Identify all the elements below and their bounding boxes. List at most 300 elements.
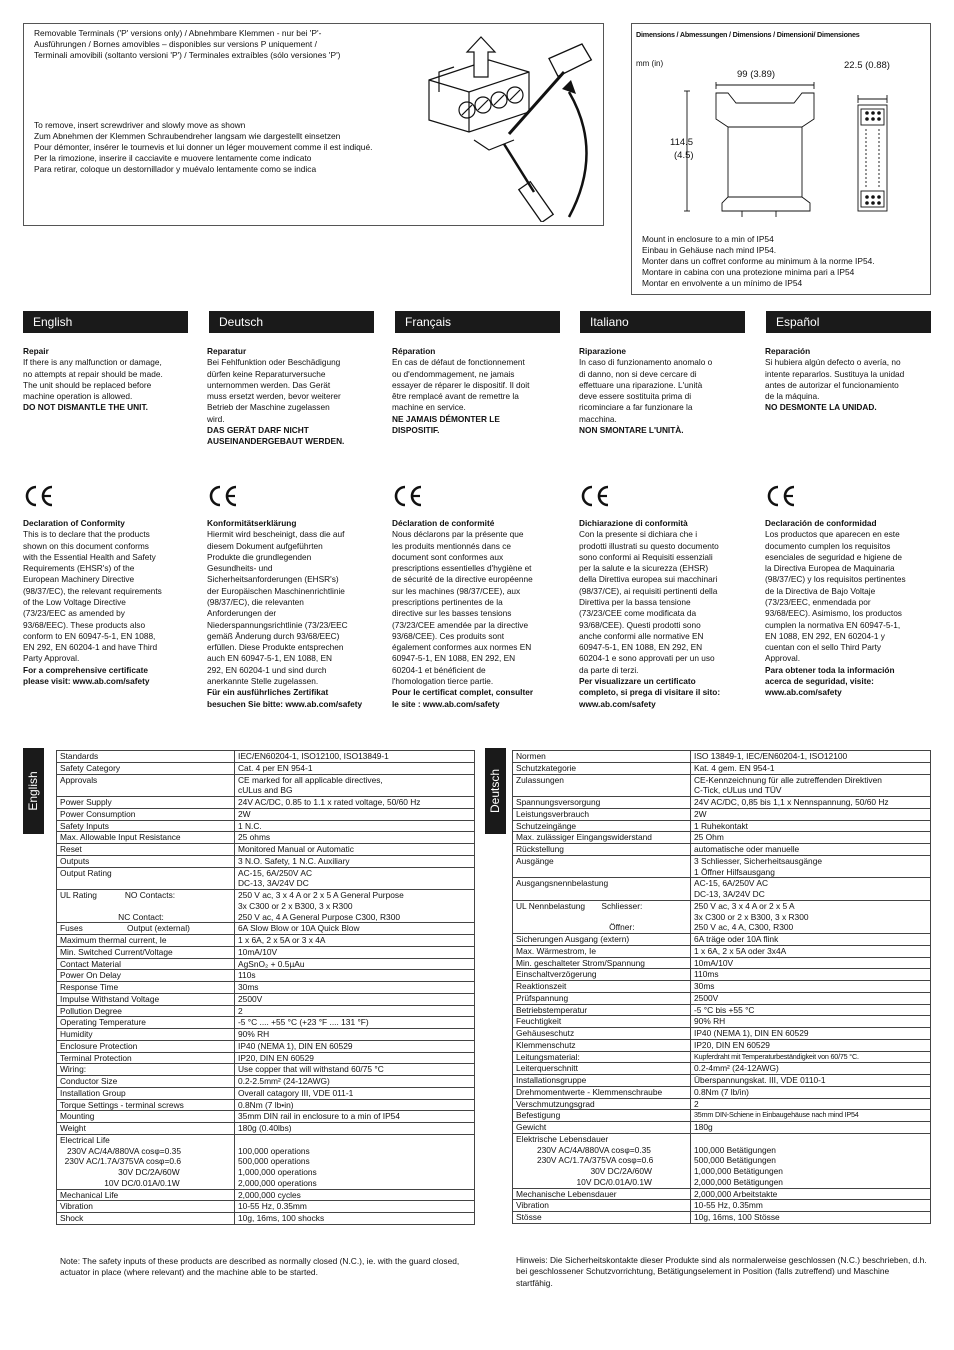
repair-line: unternommen werden. Das Gerät xyxy=(207,379,331,390)
unit-label: mm (in) xyxy=(636,59,664,68)
spec-row xyxy=(57,993,475,1005)
spec-row xyxy=(57,867,475,890)
spec-value-line: AC-15, 6A/250V AC xyxy=(238,867,313,878)
spec-label xyxy=(513,992,691,1004)
repair-line: effettuare una riparazione. L'unità xyxy=(579,379,703,390)
spec-value-line: 100,000 Betätigungen xyxy=(694,1144,776,1155)
spec-row xyxy=(513,751,931,763)
declaration-line: 60204-1 e sono approvati per un uso xyxy=(579,653,715,664)
certificate-link: besuchen Sie bitte: www.ab.com/safety xyxy=(207,698,363,709)
spec-row xyxy=(513,832,931,844)
declaration-line: auch EN 60947-5-1, EN 1088, EN xyxy=(207,653,332,664)
spec-value xyxy=(235,1029,475,1041)
spec-value-line: ISO 13849-1, IEC/EN60204-1, ISO12100 xyxy=(694,751,848,761)
spec-label xyxy=(57,1213,235,1225)
spec-row xyxy=(513,844,931,856)
spec-value xyxy=(235,820,475,832)
spec-value-line: IEC/EN60204-1, ISO12100, ISO13849-1 xyxy=(238,751,389,761)
spec-label xyxy=(57,1076,235,1088)
spec-value xyxy=(691,1086,931,1098)
spec-row xyxy=(57,1201,475,1213)
spec-label xyxy=(57,762,235,774)
dimensions-title: Dimensions / Abmessungen / Dimensions / Dimensioni/ Dimensiones xyxy=(636,30,860,39)
repair-section xyxy=(392,346,560,436)
spec-row xyxy=(57,808,475,820)
spec-label-line: Zulassungen xyxy=(516,774,564,785)
spec-value-line: 0.8Nm (7 lb•in) xyxy=(238,1099,294,1110)
spec-value-line: 1 Ruhekontakt xyxy=(694,820,749,831)
spec-label xyxy=(513,808,691,820)
spec-value xyxy=(691,774,931,797)
spec-row xyxy=(57,890,475,923)
declaration-line: cumplen la normativa EN 60947-5-1, xyxy=(765,619,901,630)
removal-intro xyxy=(34,28,414,61)
spec-value-line: cULus and BG xyxy=(238,785,293,796)
repair-line: ou d'endommagement, ne jamais xyxy=(392,368,515,379)
spec-row xyxy=(57,762,475,774)
spec-label-line: 30V DC/2A/60W xyxy=(60,1167,180,1177)
spec-value-line: 250 V ac, 4 A, C300, R300 xyxy=(694,922,794,933)
spec-label xyxy=(57,844,235,856)
conformity-section xyxy=(207,484,375,710)
ce-mark-icon xyxy=(765,484,797,508)
declaration-title: Declaration of Conformity xyxy=(23,518,125,528)
declaration-line: prodotti illustrati su questo documento xyxy=(579,540,719,551)
spec-value-line: 250 V ac, 3 x 4 A or 2 x 5 A xyxy=(694,900,795,911)
spec-label-line: Mechanical Life xyxy=(60,1189,119,1200)
spec-value-line: 3x C300 or 2 x B300, 3 x R300 xyxy=(694,911,809,922)
repair-line: deve essere sostituita prima di xyxy=(579,391,692,402)
spec-label xyxy=(513,1039,691,1051)
spec-row xyxy=(513,808,931,820)
spec-label-line: Normen xyxy=(516,751,546,761)
spec-row xyxy=(57,1189,475,1201)
spec-value xyxy=(235,855,475,867)
certificate-link: please visit: www.ab.com/safety xyxy=(23,675,150,686)
ce-mark-icon xyxy=(207,484,239,508)
spec-label xyxy=(513,797,691,809)
spec-row xyxy=(57,855,475,867)
declaration-line: cuentan con el sello Third Party xyxy=(765,642,882,653)
repair-line: dürfen keine Reparaturversuche xyxy=(207,368,326,379)
spec-label xyxy=(513,878,691,901)
spec-label xyxy=(513,1188,691,1200)
certificate-link: Pour le certificat complet, consulter xyxy=(392,687,534,698)
declaration-line: prescriptions pertinentes de la xyxy=(392,596,503,607)
spec-label-line: Conductor Size xyxy=(60,1076,118,1086)
spec-label xyxy=(513,1063,691,1075)
spec-value xyxy=(235,1040,475,1052)
spec-label xyxy=(57,946,235,958)
declaration-line: der Europäischen Maschinenrichtlinie xyxy=(207,585,345,596)
spec-label xyxy=(57,1029,235,1041)
spec-value-line: 90% RH xyxy=(694,1016,726,1027)
width-dimension-label: 99 (3.89) xyxy=(737,69,776,80)
declaration-line: (98/37/EC) y los requisitos pertinentes xyxy=(765,574,906,585)
spec-label-line: Shock xyxy=(60,1213,84,1223)
spec-row xyxy=(513,981,931,993)
spec-value-line: 35mm DIN-Schiene in Einbaugehäuse nach mind IP54 xyxy=(694,1110,859,1120)
declaration-line: l'homologation tierce partie. xyxy=(392,675,494,686)
spec-row xyxy=(57,958,475,970)
spec-row xyxy=(57,923,475,935)
spec-value xyxy=(691,1098,931,1110)
declaration-line: Party Approval. xyxy=(23,653,80,664)
spec-row xyxy=(513,1063,931,1075)
lang-header-italiano: Italiano xyxy=(580,311,745,333)
instruction-line: Zum Abnehmen der Klemmen Schraubendreher langsam wie dargestellt einsetzen xyxy=(34,131,341,142)
spec-label xyxy=(513,1110,691,1122)
spec-label xyxy=(57,993,235,1005)
spec-value xyxy=(235,762,475,774)
height-dimension-label: 114.5 xyxy=(670,137,694,148)
declaration-line: 93/68/CEE). Ces produits sont xyxy=(392,630,505,641)
declaration-line: Con la presente si dichiara che i xyxy=(579,529,698,540)
spec-label xyxy=(57,1052,235,1064)
spec-tab-deutsch xyxy=(485,748,506,834)
declaration-line: (73/23/CEE come modificata da xyxy=(579,608,697,619)
spec-value-line: 500,000 Betätigungen xyxy=(694,1155,776,1166)
spec-row xyxy=(57,935,475,947)
declaration-line: This is to declare that the products xyxy=(23,529,150,540)
certificate-link: Für ein ausführliches Zertifikat xyxy=(207,687,329,698)
spec-label xyxy=(57,1005,235,1017)
repair-warning: DAS GERÄT DARF NICHT xyxy=(207,424,309,435)
spec-label xyxy=(57,1111,235,1123)
spec-value-line: AgSnO₂ + 0.5µAu xyxy=(238,958,305,969)
repair-line: di danno, non si deve cercare di xyxy=(579,368,697,379)
declaration-line: della Direttiva europea sui macchinari xyxy=(579,574,718,585)
spec-value-line: 35mm DIN rail in enclosure to a min of IP54 xyxy=(238,1111,400,1122)
spec-row xyxy=(513,992,931,1004)
spec-tab-english xyxy=(23,748,44,834)
spec-value-line: Cat. 4 per EN 954-1 xyxy=(238,762,313,773)
spec-value xyxy=(691,808,931,820)
declaration-line: da parte di terzi. xyxy=(579,664,639,675)
spec-label xyxy=(57,774,235,797)
spec-row xyxy=(513,1110,931,1122)
conformity-section xyxy=(23,484,191,687)
spec-label xyxy=(513,957,691,969)
spec-value xyxy=(235,867,475,890)
height-dimension-in-label: (4.5) xyxy=(674,150,694,161)
spec-value-line: 30ms xyxy=(694,981,715,991)
spec-value xyxy=(235,958,475,970)
spec-value-line: Use copper that will withstand 60/75 °C xyxy=(238,1064,384,1075)
spec-value-line: 10mA/10V xyxy=(694,957,734,968)
spec-value xyxy=(235,1213,475,1225)
repair-line: muss ersetzt werden, bevor weiterer xyxy=(207,391,341,402)
declaration-line: de la Directiva de Bajo Voltaje xyxy=(765,585,876,596)
declaration-line: 60947-5-1, EN 1088, EN 292, EN xyxy=(579,642,703,653)
spec-label-line: Reaktionszeit xyxy=(516,981,567,991)
spec-row xyxy=(57,1005,475,1017)
spec-value xyxy=(691,1039,931,1051)
mount-line: Montar en envolvente a un mínimo de IP54 xyxy=(642,278,803,289)
spec-label xyxy=(57,867,235,890)
spec-value-line: 6A träge oder 10A flink xyxy=(694,934,779,944)
spec-label xyxy=(57,1040,235,1052)
spec-value xyxy=(235,1123,475,1135)
repair-title: Repair xyxy=(23,346,49,356)
spec-label xyxy=(57,1017,235,1029)
declaration-line: anche conformi alle normative EN xyxy=(579,630,704,641)
repair-line: no attempts at repair should be made. xyxy=(23,368,163,379)
module-dimension-drawing xyxy=(682,79,927,219)
spec-value xyxy=(235,1189,475,1201)
spec-value xyxy=(691,820,931,832)
spec-value-line: automatische oder manuelle xyxy=(694,844,800,854)
spec-label-line: Leitungsmaterial: xyxy=(516,1051,580,1062)
declaration-line: 292, EN 60204-1 und sind durch xyxy=(207,664,327,675)
certificate-link: For a comprehensive certificate xyxy=(23,664,148,675)
spec-label-line: Min. geschalteter Strom/Spannung xyxy=(516,957,645,968)
spec-value-line: 110s xyxy=(238,970,256,981)
spec-label-line: Stösse xyxy=(516,1212,542,1222)
declaration-line: sono conformi ai Requisiti essenziali xyxy=(579,551,713,562)
declaration-line: Requirements (EHSR's) of the xyxy=(23,563,135,574)
spec-row xyxy=(513,1212,931,1224)
spec-value-line: CE-Kennzeichnung für alle zutreffenden Direktiven xyxy=(694,774,882,785)
declaration-line: 93/68/CEE). Questi prodotti sono xyxy=(579,619,701,630)
spec-value-line: IP20, DIN EN 60529 xyxy=(694,1039,770,1050)
spec-row xyxy=(57,1040,475,1052)
spec-value xyxy=(235,844,475,856)
spec-value xyxy=(691,1028,931,1040)
spec-value-line: 1 x 6A, 2 x 5A or 3 x 4A xyxy=(238,935,326,945)
spec-row xyxy=(57,820,475,832)
spec-value-line xyxy=(694,1134,927,1145)
declaration-line: également conformes aux normes EN xyxy=(392,642,532,653)
spec-value xyxy=(235,1076,475,1088)
repair-line: Si hubiera algún defecto o avería, no xyxy=(765,357,901,368)
declaration-line: les produits mentionnés dans ce xyxy=(392,540,511,551)
spec-row xyxy=(513,1051,931,1063)
certificate-link: www.ab.com/safety xyxy=(765,687,842,698)
spec-value-line: C-Tick, cULus und TÜV xyxy=(694,785,782,796)
declaration-line: erfüllen. Diese Produkte entsprechen xyxy=(207,642,344,653)
declaration-line: (98/37/EC), die relevanten xyxy=(207,596,304,607)
intro-line: Removable Terminals ('P' versions only) / Abnehmbare Klemmen - nur bei 'P'- xyxy=(34,28,322,38)
spec-tab-label: Deutsch xyxy=(487,768,502,814)
spec-value-line: DC-13, 3A/24V DC xyxy=(238,878,309,889)
spec-value-line: 250 V ac, 4 A General Purpose C300, R300 xyxy=(238,911,401,922)
removal-instructions xyxy=(34,120,454,175)
spec-value xyxy=(691,957,931,969)
spec-label-line: Max. zulässiger Eingangswiderstand xyxy=(516,832,652,843)
spec-value xyxy=(235,774,475,797)
repair-line: être remplacé avant de remettre la xyxy=(392,391,519,402)
spec-value xyxy=(691,1212,931,1224)
spec-row xyxy=(513,820,931,832)
intro-line: Ausführungen / Bornes amovibles – disponibles sur versions P uniquement / xyxy=(34,39,317,50)
spec-row xyxy=(513,855,931,878)
spec-row xyxy=(57,1064,475,1076)
spec-value-line: Überspannungskat. III, VDE 0110-1 xyxy=(694,1075,826,1085)
declaration-line: (98/37/EC), the relevant requirements xyxy=(23,585,162,596)
spec-row xyxy=(513,1200,931,1212)
spec-label-line: Leiterquerschnitt xyxy=(516,1063,578,1074)
ce-mark-icon xyxy=(579,484,611,508)
spec-label xyxy=(513,1133,691,1188)
spec-value-line: 2W xyxy=(238,808,251,819)
spec-value-line: 10-55 Hz, 0.35mm xyxy=(238,1201,307,1212)
spec-label xyxy=(57,970,235,982)
spec-value-line: 0.2-4mm² (24-12AWG) xyxy=(694,1063,779,1074)
spec-table-english xyxy=(56,750,475,1225)
spec-row xyxy=(57,1017,475,1029)
spec-row xyxy=(57,774,475,797)
spec-value-line: 500,000 operations xyxy=(238,1156,310,1167)
spec-label-line: Installation Group xyxy=(60,1087,126,1098)
spec-value xyxy=(235,982,475,994)
declaration-line: (73/23/EEC, enmendada por xyxy=(765,596,871,607)
repair-line: The unit should be replaced before xyxy=(23,379,152,390)
spec-value-line: Kupferdraht mit Temperaturbeständigkeit von 60/75 °C. xyxy=(694,1051,859,1061)
declaration-title: Konformitätserklärung xyxy=(207,518,297,528)
spec-row xyxy=(57,1134,475,1189)
spec-label xyxy=(513,900,691,933)
spec-value xyxy=(235,797,475,809)
depth-dimension-label: 22.5 (0.88) xyxy=(844,60,890,71)
spec-label xyxy=(57,1123,235,1135)
spec-value xyxy=(691,1063,931,1075)
spec-label-line: Pollution Degree xyxy=(60,1005,122,1016)
spec-label xyxy=(513,1086,691,1098)
repair-title: Reparación xyxy=(765,346,811,356)
mounting-instructions xyxy=(642,234,927,289)
declaration-line: Approval. xyxy=(765,653,801,664)
spec-value-line: 2,000,000 Arbeitstakte xyxy=(694,1188,778,1199)
spec-row xyxy=(57,1029,475,1041)
spec-value-line: 1 N.C. xyxy=(238,820,262,831)
spec-row xyxy=(513,762,931,774)
lang-header-espanol: Español xyxy=(766,311,931,333)
spec-value-line: 2 xyxy=(238,1005,243,1016)
spec-label-line xyxy=(516,912,687,923)
spec-label xyxy=(57,935,235,947)
spec-label xyxy=(57,855,235,867)
spec-row xyxy=(513,1086,931,1098)
spec-label-line: Electrical Life xyxy=(60,1134,110,1145)
spec-value-line: 180g (0.40lbs) xyxy=(238,1123,292,1133)
spec-label xyxy=(57,1087,235,1099)
spec-value-line: 3 N.O. Safety, 1 N.C. Auxiliary xyxy=(238,855,350,866)
spec-label xyxy=(513,1004,691,1016)
spec-value xyxy=(235,970,475,982)
repair-line: If there is any malfunction or damage, xyxy=(23,357,162,368)
spec-value xyxy=(691,855,931,878)
certificate-link: completo, si prega di visitare il sito: xyxy=(579,687,721,698)
conformity-section xyxy=(765,484,933,699)
spec-label-line: Ausgangsnennbelastung xyxy=(516,878,609,889)
spec-label-line: Fuses Output (external) xyxy=(60,923,190,934)
spec-label xyxy=(57,890,235,923)
declaration-line: Niederspannungsrichtlinie (73/23/EEC xyxy=(207,619,348,630)
spec-label-line: 230V AC/4A/880VA cosφ=0.35 xyxy=(60,1145,181,1156)
spec-note-english: Note: The safety inputs of these products are described as normally closed (N.C.), ie. with the guard closed, actuator in place (where relevant) and the machine able to be started. xyxy=(60,1256,460,1278)
declaration-line: Los productos que aparecen en este xyxy=(765,529,900,540)
certificate-link: www.ab.com/safety xyxy=(579,698,656,709)
spec-value-line: 30ms xyxy=(238,982,259,992)
declaration-line: esenciales de seguridad e higiene de xyxy=(765,551,902,562)
repair-section xyxy=(207,346,375,448)
spec-label-line: Approvals xyxy=(60,774,98,785)
spec-value xyxy=(691,1122,931,1134)
declaration-line: 93/68/EEC). Asimismo, los productos xyxy=(765,608,902,619)
spec-value xyxy=(235,1052,475,1064)
spec-label-line: UL Rating NO Contacts: xyxy=(60,890,176,900)
repair-warning: NO DESMONTE LA UNIDAD. xyxy=(765,402,877,413)
spec-table-deutsch xyxy=(512,750,931,1224)
spec-label-line: 30V DC/2A/60W xyxy=(516,1166,652,1176)
spec-value xyxy=(235,993,475,1005)
spec-label-line: Safety Inputs xyxy=(60,820,109,831)
certificate-link: le site : www.ab.com/safety xyxy=(392,698,500,709)
repair-line: antes de autorizar el funcionamiento xyxy=(765,379,899,390)
spec-label-line: Max. Wärmestrom, Ie xyxy=(516,945,597,956)
spec-label xyxy=(513,820,691,832)
spec-value-line: 10mA/10V xyxy=(238,946,278,957)
spec-label-line: Torque Settings - terminal screws xyxy=(60,1099,184,1110)
declaration-line: document sont conformes aux xyxy=(392,551,504,562)
spec-label-line: Sicherungen Ausgang (extern) xyxy=(516,934,630,944)
repair-title: Riparazione xyxy=(579,346,627,356)
spec-value xyxy=(691,1075,931,1087)
repair-title: Reparatur xyxy=(207,346,247,356)
spec-row xyxy=(513,900,931,933)
spec-value-line: 2,000,000 cycles xyxy=(238,1189,301,1200)
spec-label xyxy=(513,1200,691,1212)
spec-label-line: 230V AC/1.7A/375VA cosφ=0.6 xyxy=(516,1155,654,1166)
spec-label-line: Einschaltverzögerung xyxy=(516,969,597,980)
spec-label-line: Enclosure Protection xyxy=(60,1040,138,1051)
spec-value xyxy=(691,992,931,1004)
spec-row xyxy=(57,982,475,994)
declaration-title: Dichiarazione di conformità xyxy=(579,518,688,528)
lang-header-deutsch: Deutsch xyxy=(209,311,374,333)
repair-section xyxy=(579,346,747,436)
spec-value xyxy=(235,832,475,844)
declaration-line: Direttiva per la bassa tensione xyxy=(579,596,691,607)
spec-label-line: Vibration xyxy=(60,1201,93,1212)
spec-value-line: 6A Slow Blow or 10A Quick Blow xyxy=(238,923,360,934)
spec-row xyxy=(513,797,931,809)
spec-value-line: -5 °C bis +55 °C xyxy=(694,1004,755,1015)
spec-label xyxy=(57,982,235,994)
declaration-line: diesem Dokument aufgeführten xyxy=(207,540,323,551)
spec-label-line: Standards xyxy=(60,751,99,761)
spec-value-line: 1,000,000 Betätigungen xyxy=(694,1166,783,1176)
declaration-line: EN 292, EN 60204-1 and have Third xyxy=(23,642,158,653)
spec-label-line: Spannungsversorgung xyxy=(516,797,601,807)
spec-row xyxy=(57,1076,475,1088)
spec-label-line: Gewicht xyxy=(516,1122,547,1132)
conformity-section xyxy=(392,484,560,710)
spec-label-line: Installationsgruppe xyxy=(516,1075,587,1085)
mount-line: Monter dans un coffret conforme au minimum à la norme IP54. xyxy=(642,256,875,267)
spec-label-line: NC Contact: xyxy=(60,911,164,922)
declaration-line: EN 1088, EN 292, EN 60204-1 y xyxy=(765,630,885,641)
spec-label xyxy=(57,797,235,809)
spec-label-line: Drehmomentwerte - Klemmenschraube xyxy=(516,1086,663,1097)
spec-value-line: 2500V xyxy=(694,992,719,1003)
repair-line: essayer de réparer le dispositif. Il doit xyxy=(392,379,530,390)
spec-label-line: Weight xyxy=(60,1123,86,1133)
declaration-line: (73/23/CEE amendée par la directive xyxy=(392,619,529,630)
spec-value xyxy=(691,1200,931,1212)
spec-row xyxy=(57,832,475,844)
